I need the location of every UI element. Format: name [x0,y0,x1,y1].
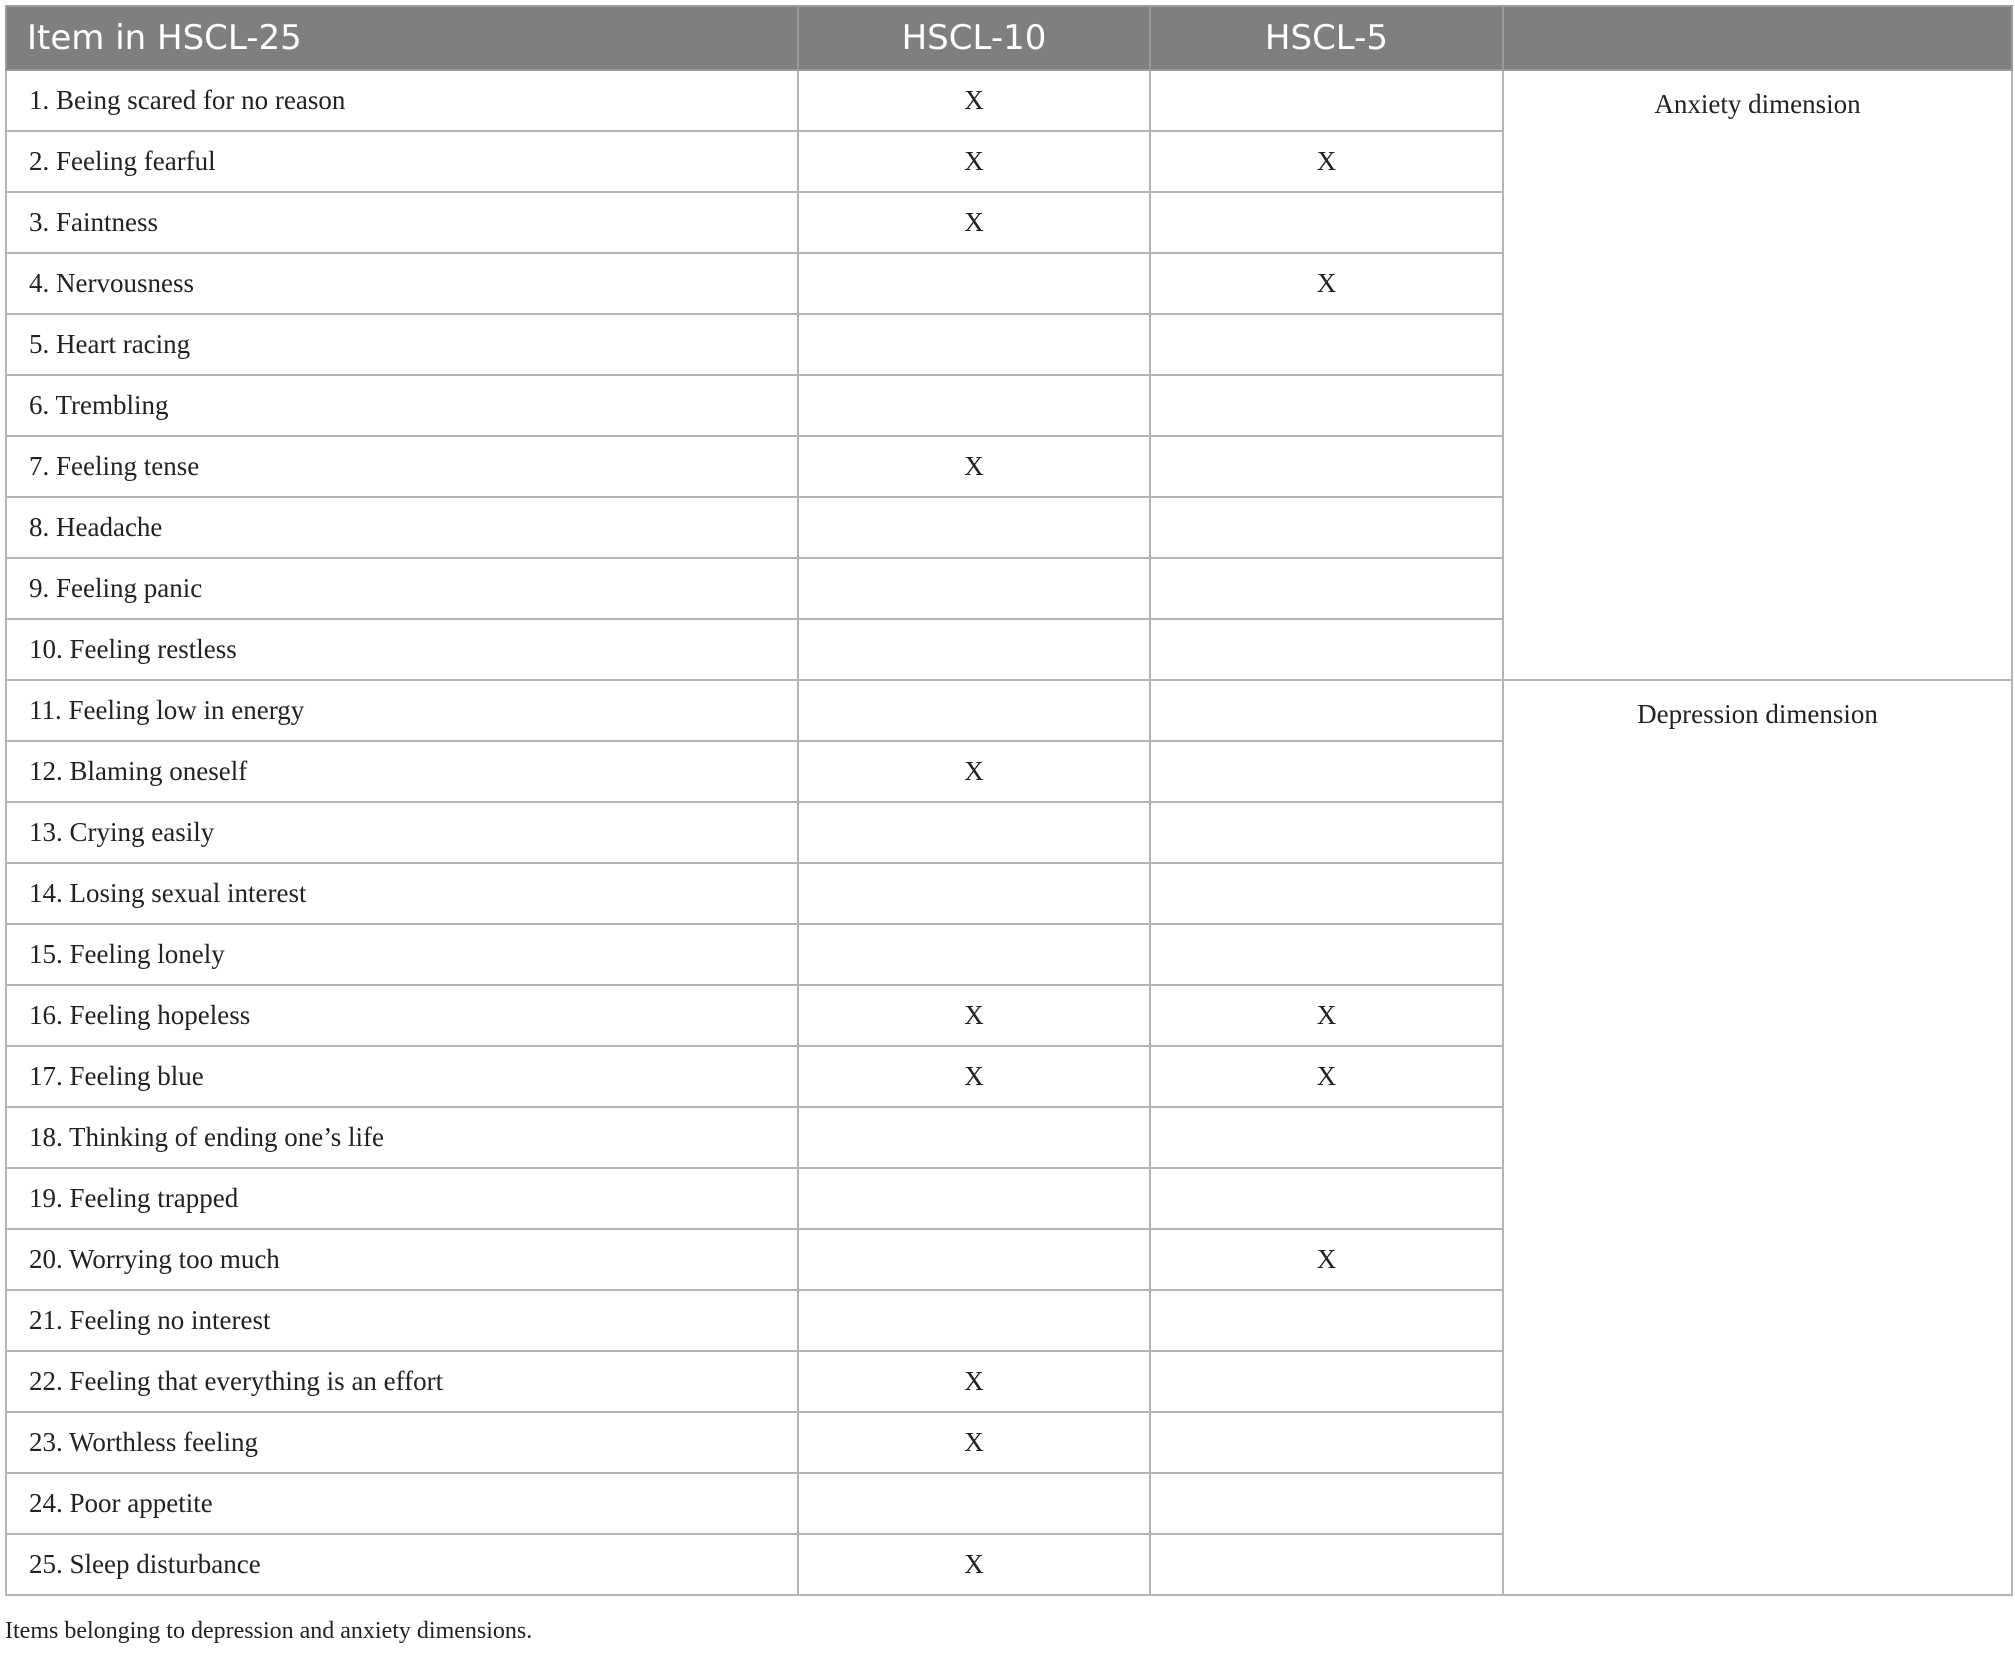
table-header-row [6,6,2012,70]
item-label: 13. Crying easily [6,802,798,863]
item-label: 9. Feeling panic [6,558,798,619]
header-dimension [1503,6,2012,70]
item-label: 10. Feeling restless [6,619,798,680]
hscl-5-mark: X [1150,131,1503,192]
item-label: 14. Losing sexual interest [6,863,798,924]
item-label: 11. Feeling low in energy [6,680,798,741]
hscl-5-mark [1150,1412,1503,1473]
item-label: 3. Faintness [6,192,798,253]
item-label: 2. Feeling fearful [6,131,798,192]
hscl-10-mark: X [798,1046,1150,1107]
hscl-5-mark [1150,1290,1503,1351]
hscl-10-mark: X [798,131,1150,192]
hscl-5-mark: X [1150,1229,1503,1290]
hscl-10-mark [798,619,1150,680]
hscl-5-mark [1150,70,1503,131]
header-item-in-hscl-25: Item in HSCL-25 [6,6,798,70]
hscl-10-mark [798,1473,1150,1534]
hscl-items-table [5,5,2013,1596]
item-label: 6. Trembling [6,375,798,436]
item-label: 1. Being scared for no reason [6,70,798,131]
item-label: 5. Heart racing [6,314,798,375]
item-label: 18. Thinking of ending one’s life [6,1107,798,1168]
hscl-5-mark [1150,1107,1503,1168]
hscl-5-mark [1150,314,1503,375]
table-document [5,5,2011,1645]
hscl-10-mark [798,863,1150,924]
hscl-5-mark [1150,802,1503,863]
hscl-5-mark [1150,436,1503,497]
item-label: 16. Feeling hopeless [6,985,798,1046]
hscl-5-mark [1150,863,1503,924]
hscl-10-mark: X [798,192,1150,253]
item-label: 15. Feeling lonely [6,924,798,985]
header-hscl-5: HSCL-5 [1150,6,1503,70]
hscl-10-mark: X [798,1534,1150,1595]
hscl-10-mark [798,558,1150,619]
hscl-10-mark [798,253,1150,314]
hscl-10-mark: X [798,1412,1150,1473]
hscl-10-mark [798,1290,1150,1351]
hscl-10-mark: X [798,985,1150,1046]
hscl-10-mark: X [798,436,1150,497]
dimension-label: Depression dimension [1503,680,2012,1595]
item-label: 25. Sleep disturbance [6,1534,798,1595]
hscl-10-mark [798,680,1150,741]
hscl-5-mark [1150,558,1503,619]
table-footnote: Items belonging to depression and anxiety dimensions. [5,1618,533,1644]
hscl-5-mark: X [1150,1046,1503,1107]
hscl-5-mark [1150,1534,1503,1595]
hscl-5-mark [1150,1168,1503,1229]
hscl-10-mark [798,314,1150,375]
hscl-10-mark [798,924,1150,985]
hscl-5-mark: X [1150,253,1503,314]
hscl-10-mark: X [798,741,1150,802]
item-label: 12. Blaming oneself [6,741,798,802]
item-label: 17. Feeling blue [6,1046,798,1107]
hscl-10-mark [798,1229,1150,1290]
item-label: 8. Headache [6,497,798,558]
table-row [6,680,2012,741]
hscl-10-mark [798,375,1150,436]
item-label: 4. Nervousness [6,253,798,314]
hscl-5-mark [1150,619,1503,680]
hscl-5-mark [1150,680,1503,741]
item-label: 24. Poor appetite [6,1473,798,1534]
hscl-10-mark [798,1168,1150,1229]
hscl-10-mark [798,802,1150,863]
hscl-10-mark [798,1107,1150,1168]
hscl-5-mark [1150,375,1503,436]
hscl-5-mark: X [1150,985,1503,1046]
table-row [6,70,2012,131]
hscl-10-mark: X [798,70,1150,131]
hscl-5-mark [1150,741,1503,802]
item-label: 19. Feeling trapped [6,1168,798,1229]
hscl-5-mark [1150,497,1503,558]
item-label: 21. Feeling no interest [6,1290,798,1351]
hscl-5-mark [1150,924,1503,985]
hscl-5-mark [1150,192,1503,253]
hscl-5-mark [1150,1351,1503,1412]
item-label: 22. Feeling that everything is an effort [6,1351,798,1412]
dimension-label: Anxiety dimension [1503,70,2012,680]
item-label: 23. Worthless feeling [6,1412,798,1473]
header-hscl-10: HSCL-10 [798,6,1150,70]
hscl-5-mark [1150,1473,1503,1534]
item-label: 20. Worrying too much [6,1229,798,1290]
item-label: 7. Feeling tense [6,436,798,497]
hscl-10-mark: X [798,1351,1150,1412]
hscl-10-mark [798,497,1150,558]
table-body [6,70,2012,1595]
